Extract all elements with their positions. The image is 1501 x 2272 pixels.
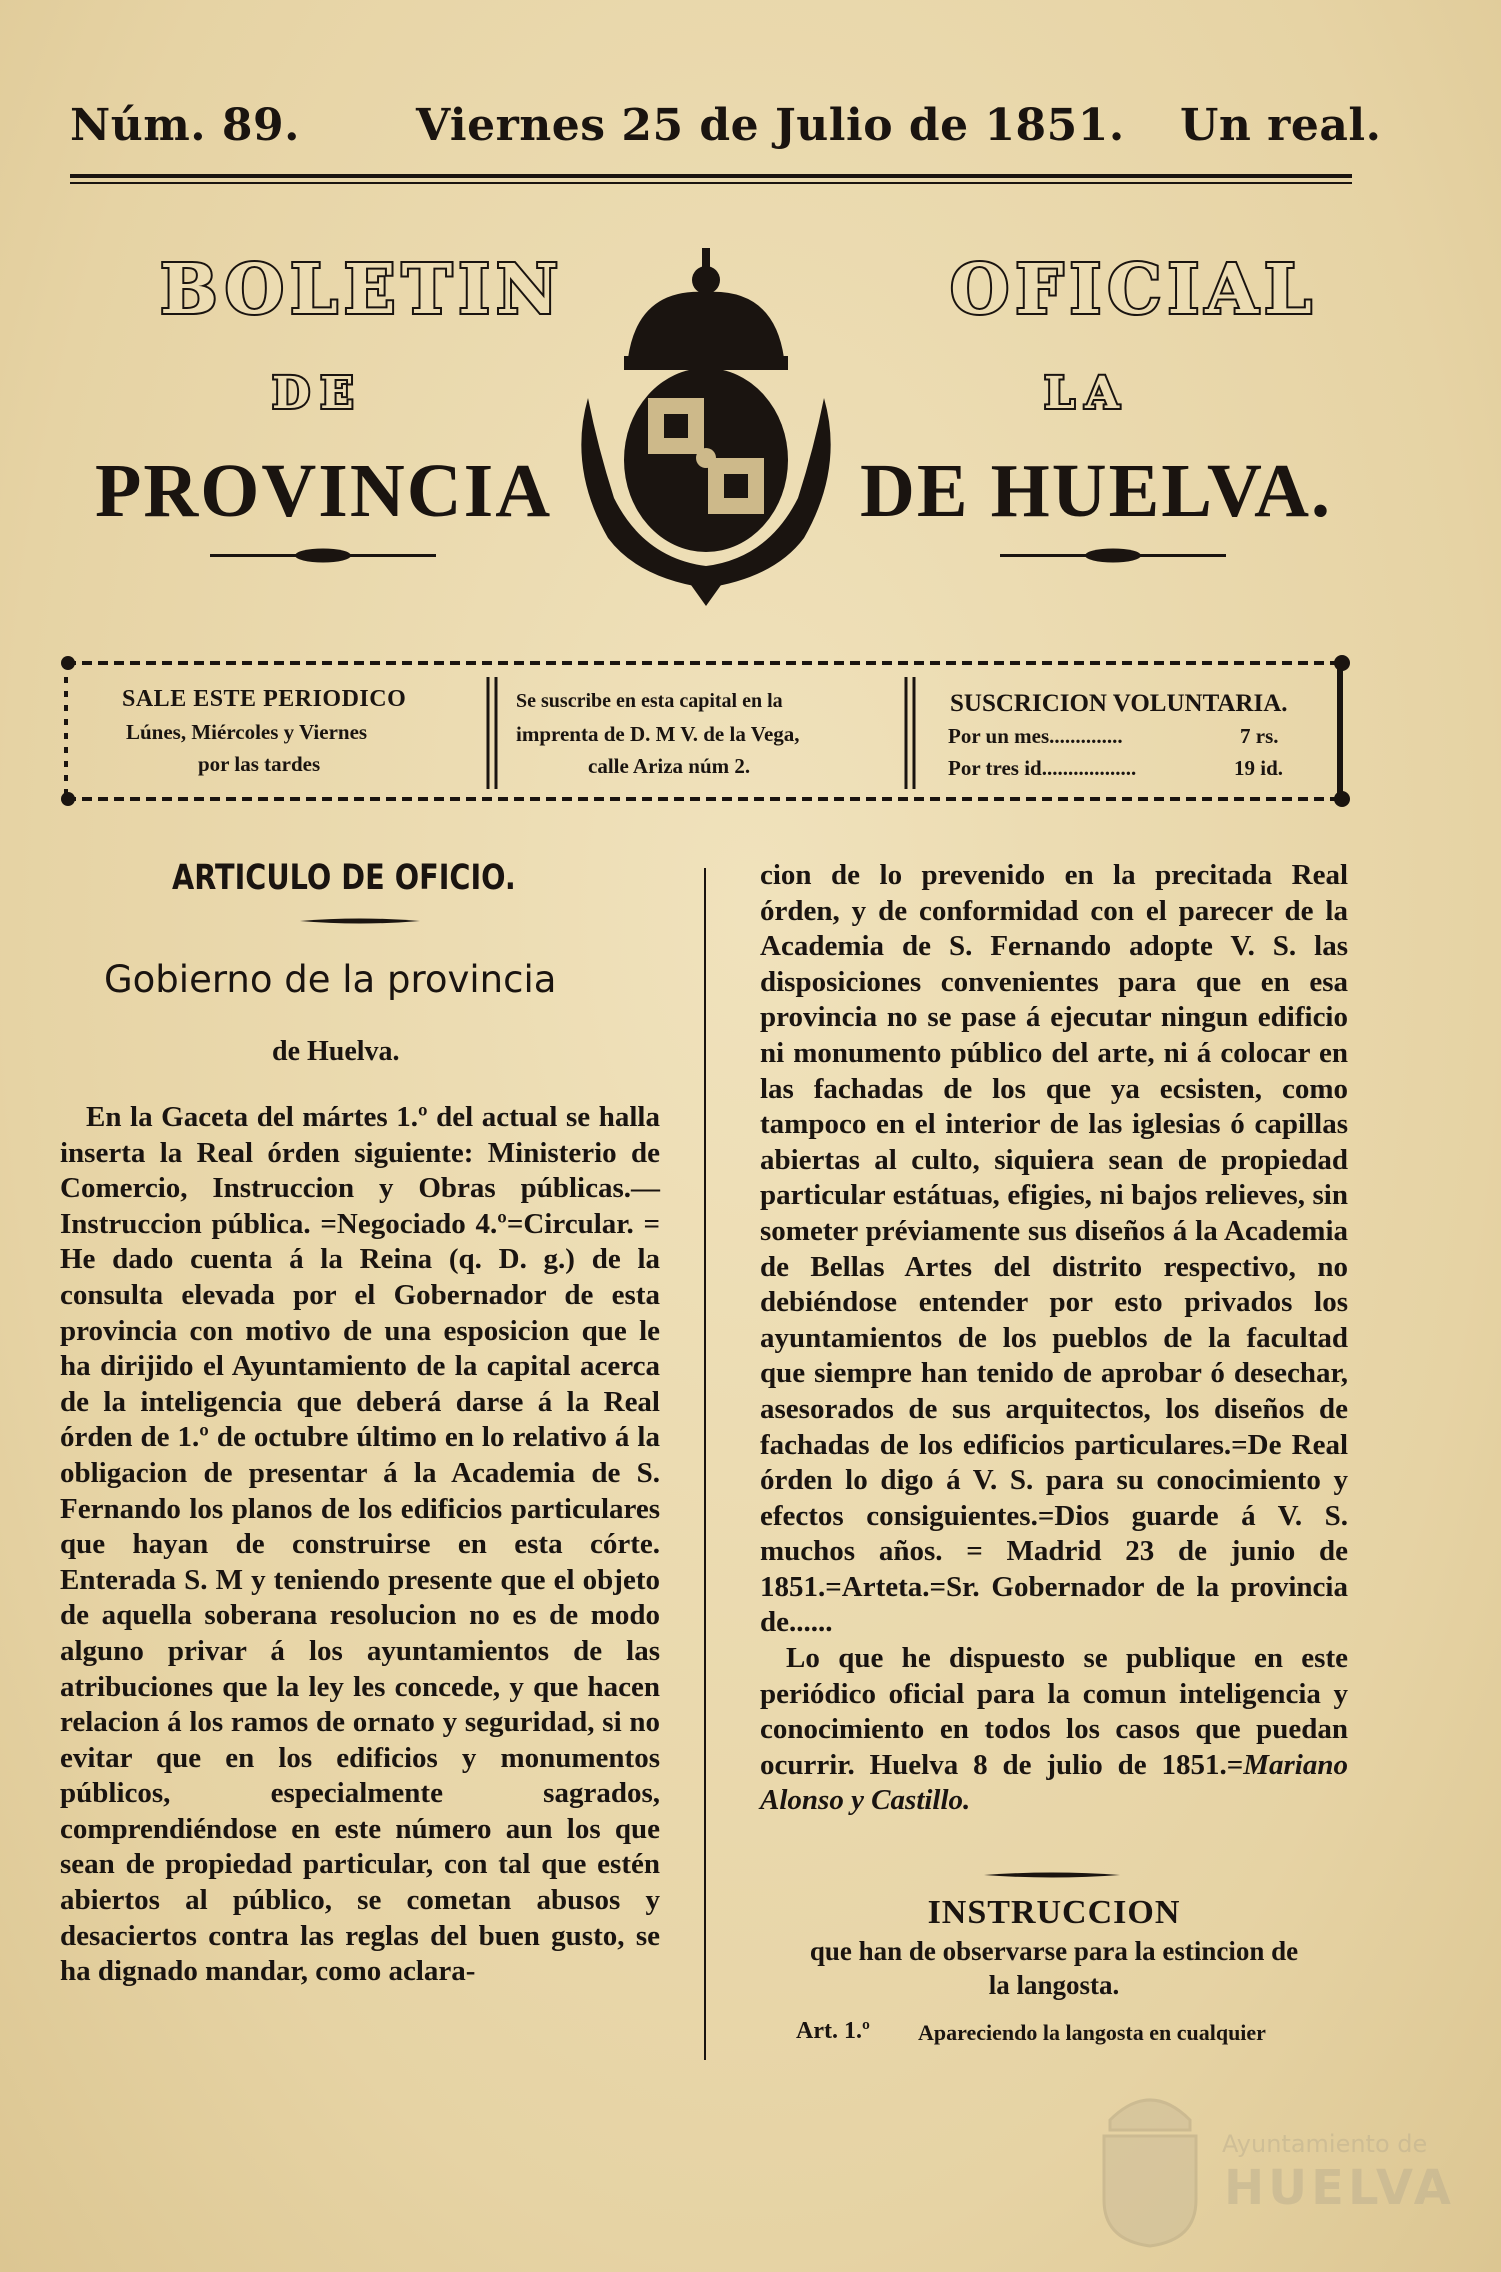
left-column-text bbox=[60, 1100, 660, 1990]
ornament-rule-right bbox=[1000, 548, 1226, 564]
issue-date: Viernes 25 de Julio de 1851. bbox=[416, 100, 1125, 151]
watermark-crest-icon bbox=[1090, 2080, 1210, 2250]
title-de: DE bbox=[272, 368, 364, 419]
header-rule-thick bbox=[70, 174, 1352, 178]
instruction-sub2: la langosta. bbox=[988, 1970, 1120, 2000]
left-column-paragraph: En la Gaceta del mártes 1.º del actual se halla inserta la Real órden siguiente: Ministerio de Comercio, Instruccion y Obras públicas.—Instruccion pública. =Negociado 4.º=Circular. = He dado cuenta á la Reina (q. D. g.) de la consulta elevada por el Gobernador de esta provincia con motivo de una esposicion que le ha dirijido el Ayuntamiento de la capital acerca de la inteligencia que deberá darse á la Real órden de 1.º de octubre último en lo relativo á la obligacion de presentar á la Academia de S. Fernando los planos de los edificios particulares que hayan de construirse en esta córte. Enterada S. M y teniendo presente que el objeto de aquella soberana resolucion no es de modo alguno privar á los ayuntamientos de las atribuciones que la ley les concede, y que hacen relacion á los ramos de ornato y seguridad, si no evitar que en los edificios y monumentos públicos, especialmente sagrados, comprendiéndose en este número aun los que sean de propiedad particular, con tal que estén abiertos al público, se cometan abusos y desaciertos contra las reglas del buen gusto, se ha dignado mandar, como aclara- bbox=[60, 1101, 660, 1988]
title-la: LA bbox=[1044, 368, 1130, 419]
info-left-heading: SALE ESTE PERIODICO bbox=[122, 686, 407, 712]
info-right-row2-value: 19 id. bbox=[1234, 756, 1284, 780]
info-middle-line3: calle Ariza núm 2. bbox=[588, 754, 751, 778]
info-left-line1: Lúnes, Miércoles y Viernes bbox=[126, 720, 368, 744]
art1-label: Art. 1.º bbox=[796, 2018, 870, 2044]
section-title: ARTICULO DE OFICIO. bbox=[172, 858, 516, 898]
info-right-row1-label: Por un mes.............. bbox=[948, 724, 1123, 748]
info-middle-line2: imprenta de D. M V. de la Vega, bbox=[516, 722, 800, 746]
coat-of-arms-icon bbox=[568, 248, 844, 608]
info-right-row1-value: 7 rs. bbox=[1240, 724, 1279, 748]
header-rule-thin bbox=[70, 182, 1352, 184]
signature: Mariano Alonso y Castillo. bbox=[760, 1748, 1348, 1817]
section-title-rule bbox=[300, 916, 420, 926]
right-column-text bbox=[760, 858, 1348, 1819]
article-heading: Gobierno de la provincia bbox=[104, 958, 557, 1001]
info-middle-line1: Se suscribe en esta capital en la bbox=[516, 690, 783, 712]
title-boletin: BOLETIN bbox=[160, 250, 565, 330]
title-provincia: PROVINCIA bbox=[95, 449, 553, 533]
instruction-sub1: que han de observarse para la estincion de bbox=[809, 1936, 1299, 1966]
watermark-line2: HUELVA bbox=[1224, 2160, 1455, 2216]
closing-text: Lo que he dispuesto se publique en este periódico oficial para la comun inteligencia y conocimiento en todos los casos que puedan ocurrir. Huelva 8 de julio de 1851.= bbox=[760, 1642, 1348, 1781]
closing-paragraph bbox=[760, 1641, 1348, 1819]
ornament-rule-left bbox=[210, 548, 436, 564]
info-right-heading: SUSCRICION VOLUNTARIA. bbox=[950, 690, 1288, 717]
issue-price: Un real. bbox=[1180, 100, 1382, 151]
issue-number: Núm. 89. bbox=[70, 100, 300, 151]
right-column-paragraph: cion de lo prevenido en la precitada Real órden, y de conformidad con el parecer de la Academia de S. Fernando adopte V. S. las disposiciones convenientes para que en esa provincia no se pase á ejecutar ningun edificio ni monumento público del arte, ni á colocar en las fachadas de los que ya ecsisten, como tampoco en el interior de las iglesias ó capillas abiertas al culto, siquiera sean de propiedad particular estátuas, efigies, ni bajos relieves, sin someter préviamente sus diseños á la Academia de Bellas Artes del distrito respectivo, no debiéndose entender por esto privados los ayuntamientos de los pueblos de la facultad que siempre han tenido de aprobar ó desechar, asesorados de sus arquitectos, los diseños de fachadas de los edificios particulares.=De Real órden lo digo á V. S. para su conocimiento y efectos consiguientes.=Dios guarde á V. S. muchos años. = Madrid 23 de junio de 1851.=Arteta.=Sr. Gobernador de la provincia de...... bbox=[760, 859, 1348, 1639]
watermark-line1: Ayuntamiento de bbox=[1222, 2130, 1428, 2158]
info-right-row2-label: Por tres id.................. bbox=[948, 756, 1137, 780]
instruction-title: INSTRUCCION bbox=[927, 1894, 1181, 1931]
article-subheading: de Huelva. bbox=[272, 1036, 400, 1067]
info-left-line2: por las tardes bbox=[198, 752, 321, 776]
art1-text: Apareciendo la langosta en cualquier bbox=[918, 2020, 1266, 2045]
column-divider bbox=[704, 868, 706, 2060]
title-de-huelva: DE HUELVA. bbox=[860, 449, 1332, 533]
instruction-rule bbox=[984, 1870, 1120, 1880]
title-oficial: OFICIAL bbox=[950, 250, 1318, 330]
